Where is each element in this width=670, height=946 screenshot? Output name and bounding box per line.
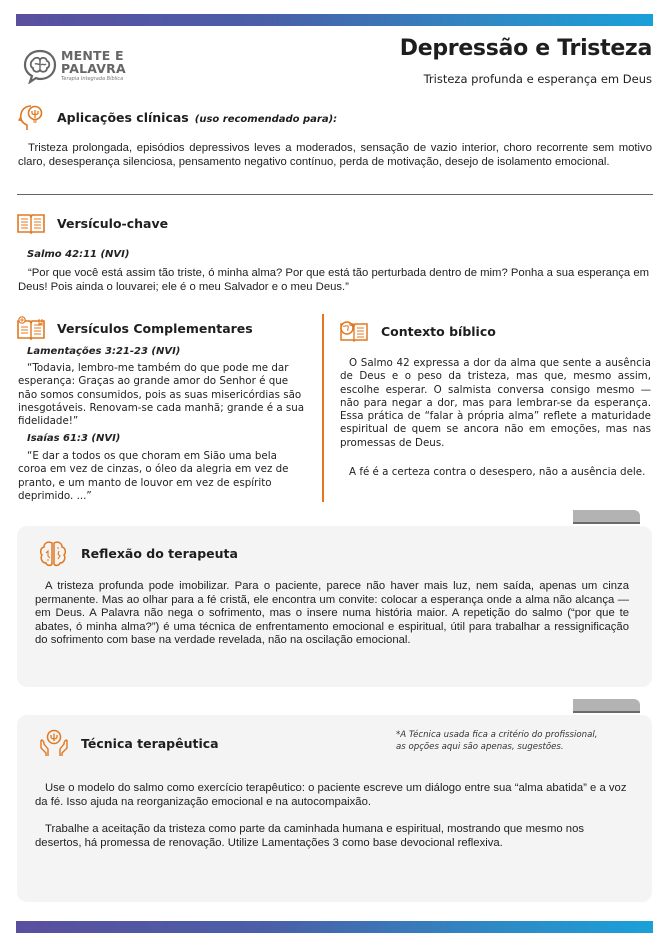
reflection-text: A tristeza profunda pode imobilizar. Para o paciente, parece não haver mais luz, nem saída, apenas um cinza permanente. Mas ao olhar para a fé cristã, ele encontra um convite: colocar a esperança onde a alma não alcança — em Deus. A Palavra não nega o sofrimento, mas o insere numa história maior. A repetição do salmo (“por que te abates, ó minha alma?”) é uma técnica de enfrentamento emocional e espiritual, útil para trabalhar a ressignificação do sofrimento com base na verdade revelada, não na oscilação emocional.: [35, 580, 629, 646]
card-tab: [573, 699, 640, 713]
key-verse-reference: Salmo 42:11 (NVI): [27, 249, 130, 260]
column-divider: [322, 314, 324, 502]
clinical-section-title: [57, 110, 337, 125]
technique-paragraph: Trabalhe a aceitação da tristeza como parte da caminhada humana e espiritual, mostrando que mesmo nos desertos, há promessa de renovação. Utilize Lamentações 3 como base devocional reflexiva.: [35, 823, 584, 849]
context-paragraph: O Salmo 42 expressa a dor da alma que sente a ausência de Deus e o peso da tristeza, mas que, mesmo assim, escolhe esperar. O salmista conversa consigo mesmo — não para negar a dor, mas para lembrar-se da esperança. Essa prática de “falar à própria alma” reflete a maturidade espiritual de quem se ancora não em emoções, mas nas promessas de Deus.: [340, 357, 651, 449]
hands-psi-icon: [38, 728, 70, 758]
globe-book-icon: [339, 319, 369, 343]
bottom-gradient-bar: [16, 921, 653, 933]
context-paragraph: A fé é a certeza contra o desespero, não a ausência dele.: [349, 466, 646, 478]
book-plus-icon: [17, 316, 45, 340]
verse-text: “E dar a todos os que choram em Sião uma bela coroa em vez de cinzas, o óleo da alegria em vez de pranto, e um manto de louvor em vez de espírito deprimido. ...”: [18, 450, 289, 502]
clinical-note: (uso recomendado para):: [194, 114, 338, 125]
verse-reference: Isaías 61:3 (NVI): [27, 433, 121, 444]
brand-tagline: Terapia Integrada Bíblica: [61, 76, 124, 82]
context-title: Contexto bíblico: [381, 324, 496, 339]
brain-icon: [38, 540, 68, 568]
open-book-icon: [17, 212, 45, 234]
key-verse-title: Versículo-chave: [57, 216, 169, 231]
verse-reference: Lamentações 3:21-23 (NVI): [27, 346, 181, 357]
reflection-title: Reflexão do terapeuta: [81, 546, 238, 561]
clinical-title: Aplicações clínicas: [57, 110, 189, 125]
technique-note-line: *A Técnica usada fica a critério do profissional,: [396, 730, 598, 740]
technique-paragraph: Use o modelo do salmo como exercício terapêutico: o paciente escreve um diálogo entre sua “alma abatida” e a voz da fé. Isso ajuda na reorganização emocional e na autocompaixão.: [35, 782, 627, 808]
page-subtitle: Tristeza profunda e esperança em Deus: [423, 72, 652, 86]
complementary-title: Versículos Complementares: [57, 321, 253, 336]
card-tab: [573, 510, 640, 524]
brain-speech-logo-icon: [22, 48, 58, 84]
top-gradient-bar: [16, 14, 653, 26]
page-title: Depressão e Tristeza: [399, 36, 652, 61]
key-verse-text: “Por que você está assim tão triste, ó minha alma? Por que está tão perturbada dentro de mim? Ponha a sua esperança em Deus! Pois ainda o louvarei; ele é o meu Salvador e o meu Deus.”: [18, 267, 650, 293]
technique-title: Técnica terapêutica: [81, 736, 219, 751]
technique-note: [396, 730, 597, 753]
technique-note-line: as opções aqui são apenas, sugestões.: [396, 741, 564, 752]
section-divider: [17, 194, 653, 195]
head-lightbulb-icon: [18, 104, 44, 132]
brand-name-line1: MENTE E: [61, 48, 124, 63]
clinical-text: Tristeza prolongada, episódios depressivos leves a moderados, sensação de vazio interior, choro recorrente sem motivo claro, desesperança silenciosa, pensamento negativo contínuo, perda de motivação, desejo de isolamento emocional.: [18, 142, 652, 168]
brand-logo: [22, 46, 147, 86]
brand-name-line2: PALAVRA: [61, 60, 126, 76]
verse-text: “Todavia, lembro-me também do que pode me dar esperança: Graças ao grande amor do Senhor é que não somos consumidos, pois as suas misericórdias são inesgotáveis. Renovam-se cada manhã; grande é a sua fidelidade!”: [18, 362, 305, 428]
